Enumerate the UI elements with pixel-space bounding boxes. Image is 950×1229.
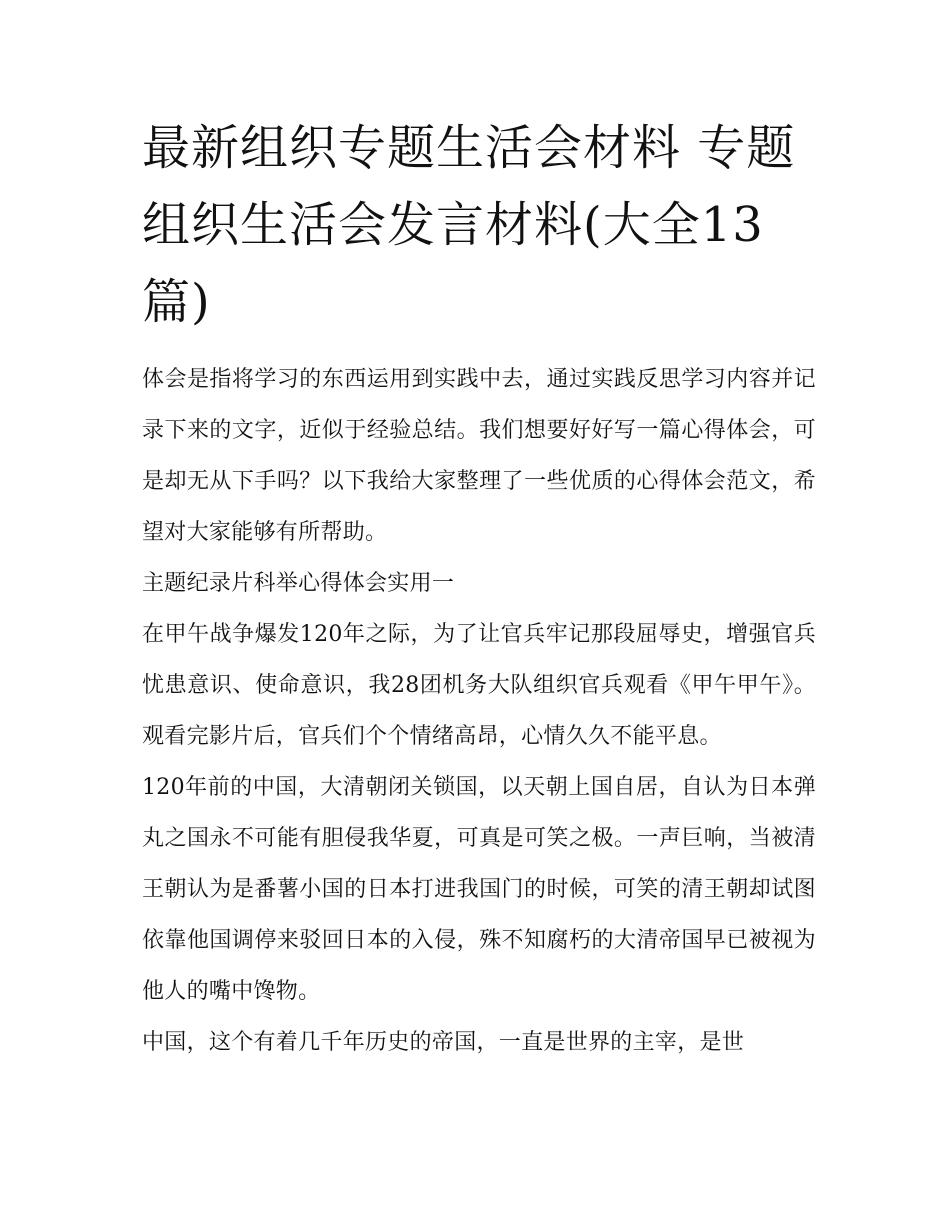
- body-paragraph: 中国，这个有着几千年历史的帝国，一直是世界的主宰，是世: [142, 1030, 745, 1055]
- document-body: [142, 354, 816, 1068]
- intro-paragraph: 体会是指将学习的东西运用到实践中去，通过实践反思学习内容并记录下来的文字，近似于经验总结。我们想要好好写一篇心得体会，可是却无从下手吗？以下我给大家整理了一些优质的心得体会范文，希望对大家能够有所帮助。: [142, 367, 816, 545]
- section-heading: 主题纪录片科举心得体会实用一: [142, 571, 455, 596]
- document-title: 最新组织专题生活会材料 专题组织生活会发言材料(大全13篇): [142, 120, 796, 330]
- body-paragraph: 120年前的中国，大清朝闭关锁国，以天朝上国自居，自认为日本弹丸之国永不可能有胆侵我华夏，可真是可笑之极。一声巨响，当被清王朝认为是番薯小国的日本打进我国门的时候，可笑的清王朝却试图依靠他国调停来驳回日本的入侵，殊不知腐朽的大清帝国早已被视为他人的嘴中馋物。: [142, 775, 816, 1004]
- body-paragraph: 在甲午战争爆发120年之际，为了让官兵牢记那段屈辱史，增强官兵忧患意识、使命意识，我28团机务大队组织官兵观看《甲午甲午》。观看完影片后，官兵们个个情绪高昂，心情久久不能平息。: [142, 622, 816, 749]
